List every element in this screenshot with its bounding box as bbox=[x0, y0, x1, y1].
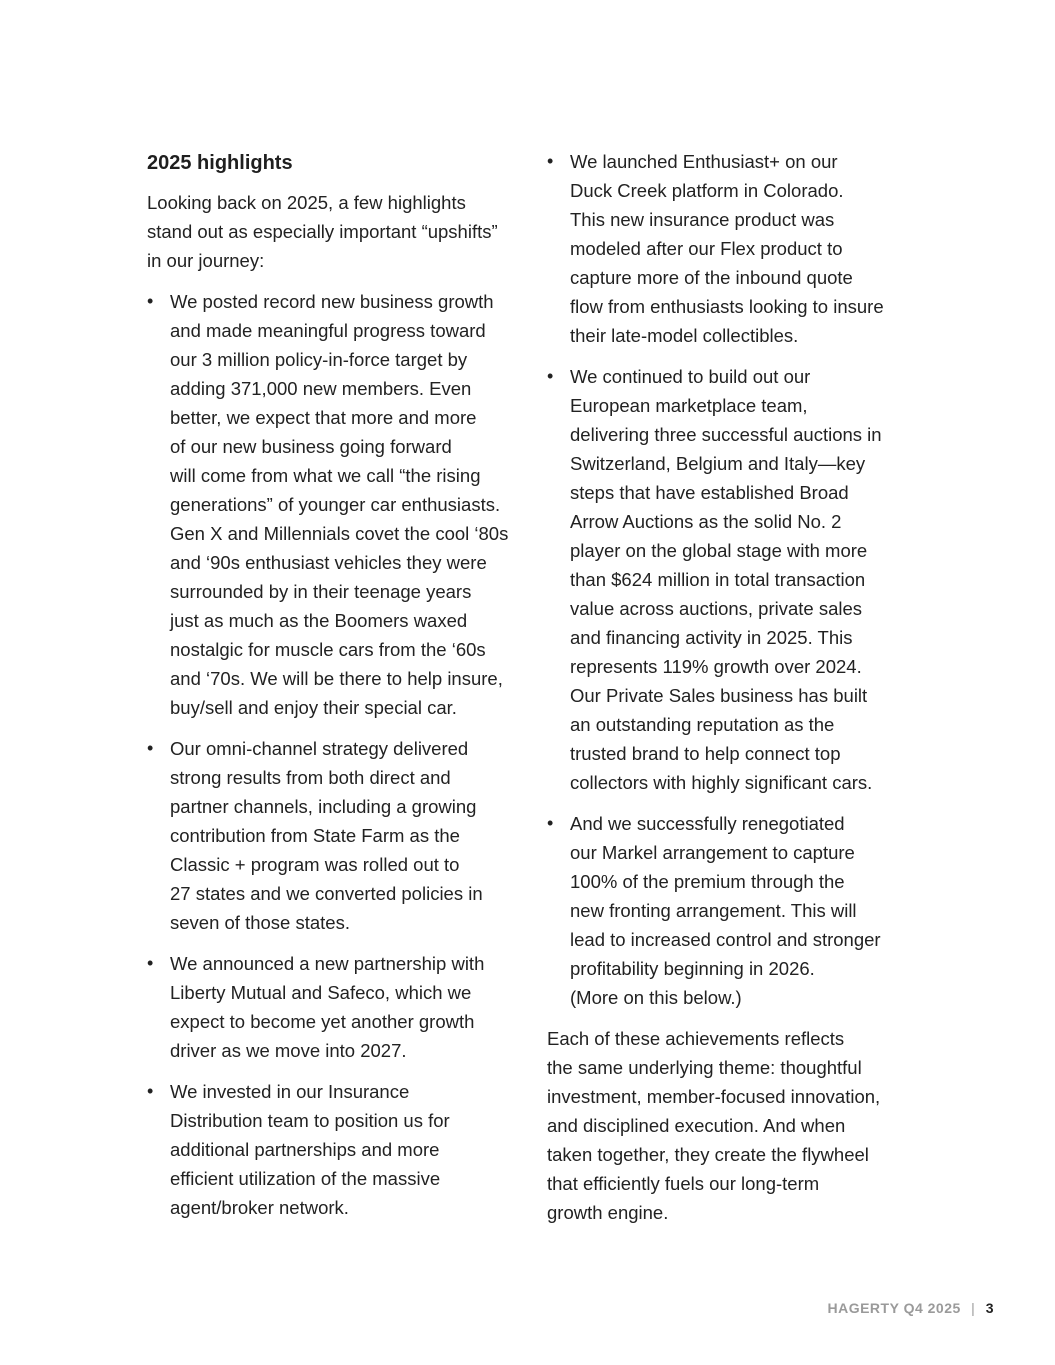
list-item bbox=[147, 734, 519, 937]
intro-paragraph: Looking back on 2025, a few highlights stand out as especially important “upshifts” in our journey: bbox=[147, 192, 498, 271]
list-item-text: We posted record new business growth and made meaningful progress toward our 3 million policy-in-force target by adding 371,000 new members. Even better, we expect that more and more of our new business going forward will come from what we call “the rising generations” of younger car enthusiasts. Gen X and Millennials covet the cool ‘80s and ‘90s enthusiast vehicles they were surrounded by in their teenage years just as much as the Boomers waxed nostalgic for muscle cars from the ‘60s and ‘70s. We will be there to help insure, buy/sell and enjoy their special car. bbox=[170, 291, 509, 718]
footer-separator: | bbox=[971, 1300, 976, 1316]
footer-brand: HAGERTY bbox=[827, 1300, 900, 1316]
page-footer bbox=[827, 1300, 994, 1316]
bullet-icon: • bbox=[147, 738, 154, 758]
left-column bbox=[147, 147, 519, 1234]
bullet-icon: • bbox=[547, 813, 554, 833]
list-item-text: And we successfully renegotiated our Markel arrangement to capture 100% of the premium through the new fronting arrangement. This will lead to increased control and stronger profitability beginning in 2026. (More on this below.) bbox=[570, 813, 881, 1008]
list-item-text: We continued to build out our European marketplace team, delivering three successful auctions in Switzerland, Belgium and Italy—key steps that have established Broad Arrow Auctions as the solid No. 2 player on the global stage with more than $624 million in total transaction value across auctions, private sales and financing activity in 2025. This represents 119% growth over 2024. Our Private Sales business has built an outstanding reputation as the trusted brand to help connect top collectors with highly significant cars. bbox=[570, 366, 882, 793]
list-item bbox=[147, 949, 519, 1065]
bullet-icon: • bbox=[147, 953, 154, 973]
right-bullet-list bbox=[547, 147, 919, 1012]
page-number: 3 bbox=[985, 1300, 994, 1316]
list-item-text: Our omni-channel strategy delivered strong results from both direct and partner channels, including a growing contribution from State Farm as the Classic + program was rolled out to 27 states and we converted policies in seven of those states. bbox=[170, 738, 483, 933]
list-item-text: We launched Enthusiast+ on our Duck Creek platform in Colorado. This new insurance product was modeled after our Flex product to capture more of the inbound quote flow from enthusiasts looking to insure their late-model collectibles. bbox=[570, 151, 884, 346]
bullet-icon: • bbox=[147, 291, 154, 311]
list-item bbox=[147, 1077, 519, 1222]
bullet-icon: • bbox=[547, 366, 554, 386]
list-item-text: We invested in our Insurance Distribution team to position us for additional partnerships and more efficient utilization of the massive agent/broker network. bbox=[170, 1081, 450, 1218]
right-column bbox=[547, 147, 919, 1239]
list-item-text: We announced a new partnership with Liberty Mutual and Safeco, which we expect to become yet another growth driver as we move into 2027. bbox=[170, 953, 485, 1061]
list-item bbox=[147, 287, 519, 722]
left-bullet-list bbox=[147, 287, 519, 1222]
bullet-icon: • bbox=[547, 151, 554, 171]
section-heading: 2025 highlights bbox=[147, 152, 293, 174]
list-item bbox=[547, 147, 919, 350]
bullet-icon: • bbox=[147, 1081, 154, 1101]
closing-paragraph: Each of these achievements reflects the same underlying theme: thoughtful investment, member-focused innovation, and disciplined execution. And when taken together, they create the flywheel that efficiently fuels our long-term growth engine. bbox=[547, 1028, 881, 1223]
list-item bbox=[547, 809, 919, 1012]
list-item bbox=[547, 362, 919, 797]
footer-period: Q4 2025 bbox=[903, 1300, 961, 1316]
